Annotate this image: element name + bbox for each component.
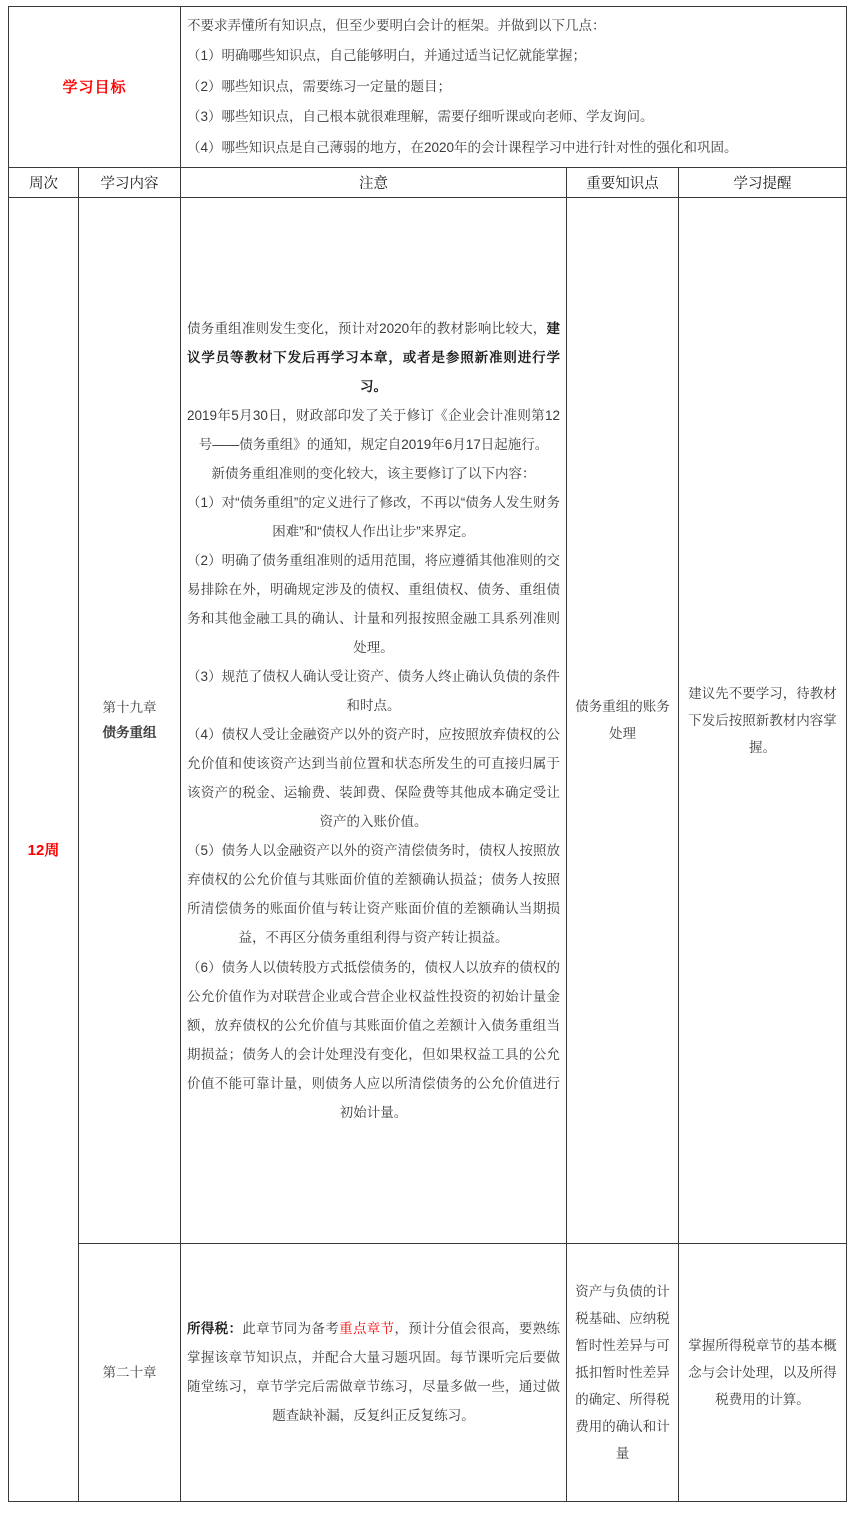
note-text-segment: （3）规范了债权人确认受让资产、债务人终止确认负债的条件和时点。 [187,669,561,714]
note-paragraph [187,546,560,662]
column-header-key-points: 重要知识点 [567,167,679,197]
note-paragraphs [187,1314,560,1430]
note-paragraph [187,401,560,459]
note-text-segment: 此章节同为备考 [242,1321,340,1337]
column-header-reminder: 学习提醒 [679,167,847,197]
chapter-number: 第二十章 [102,1364,157,1380]
note-text-segment: 重点章节 [339,1321,395,1337]
study-goal-label-cell [9,7,181,168]
note-paragraphs [187,314,560,1126]
note-paragraph [187,1314,560,1430]
note-paragraph [187,488,560,546]
study-goal-line: （3）哪些知识点，自己根本就很难理解，需要仔细听课或向老师、学友询问。 [187,109,654,125]
chapter-cell [79,197,181,1243]
note-text-segment: 建议学员等教材下发后再学习本章，或者是参照新准则进行学习。 [187,321,561,395]
key-points-cell: 资产与负债的计税基础、应纳税暂时性差异与可抵扣暂时性差异的确定、所得税费用的确认和计量 [567,1243,679,1501]
table-header-row [9,167,847,197]
chapter-title: 债务重组 [102,725,157,741]
note-text-segment: 债务重组准则发生变化，预计对2020年的教材影响比较大， [187,321,547,337]
table-row [9,197,847,1243]
note-text-segment: （2）明确了债务重组准则的适用范围，将应遵循其他准则的交易排除在外，明确规定涉及的债权、重组债权、债务、重组债务和其他金融工具的确认、计量和列报按照金融工具系列准则处理。 [187,553,561,656]
note-paragraph [187,953,560,1127]
note-paragraph [187,314,560,401]
note-paragraph [187,662,560,720]
study-goal-line: （1）明确哪些知识点，自己能够明白，并通过适当记忆就能掌握； [187,48,587,64]
study-goal-label: 学习目标 [62,79,127,97]
study-goal-line: （2）哪些知识点，需要练习一定量的题目； [187,78,452,94]
note-paragraph [187,836,560,952]
note-text-segment: 2019年5月30日，财政部印发了关于修订《企业会计准则第12号——债务重组》的通知，规定自2019年6月17日起施行。 [187,408,561,453]
study-goal-body [181,7,847,168]
reminder-cell: 掌握所得税章节的基本概念与会计处理，以及所得税费用的计算。 [679,1243,847,1501]
table-row [9,1243,847,1501]
note-text-segment: （4）债权人受让金融资产以外的资产时，应按照放弃债权的公允价值和使该资产达到当前位置和状态所发生的可直接归属于该资产的税金、运输费、装卸费、保险费等其他成本确定受让资产的入账价值。 [187,727,561,830]
note-text-segment: ，预计分值会很高，要熟练掌握该章节知识点，并配合大量习题巩固。每节课听完后要做随堂练习，章节学完后需做章节练习，尽量多做一些，通过做题查缺补漏，反复纠正反复练习。 [187,1321,561,1424]
week-label: 12周 [27,841,60,859]
note-text-segment: （6）债务人以债转股方式抵偿债务的，债权人以放弃的债权的公允价值作为对联营企业或合营企业权益性投资的初始计量金额，放弃债权的公允价值与其账面价值之差额计入债务重组当期损益；债务人的会计处理没有变化，但如果权益工具的公允价值不能可靠计量，则债务人应以所清偿债务的公允价值进行初始计量。 [187,959,561,1120]
note-paragraph [187,720,560,836]
note-text-segment: 新债务重组准则的变化较大，该主要修订了以下内容： [211,466,536,482]
reminder-cell: 建议先不要学习，待教材下发后按照新教材内容掌握。 [679,197,847,1243]
note-cell [181,197,567,1243]
column-header-week: 周次 [9,167,79,197]
study-goal-row [9,7,847,168]
column-header-note: 注意 [181,167,567,197]
note-text-segment: 所得税： [187,1321,243,1337]
key-points-cell: 债务重组的账务处理 [567,197,679,1243]
note-cell [181,1243,567,1501]
study-goal-line: 不要求弄懂所有知识点，但至少要明白会计的框架。并做到以下几点： [187,18,606,33]
week-cell [9,197,79,1501]
column-header-content: 学习内容 [79,167,181,197]
note-text-segment: （1）对“债务重组”的定义进行了修改，不再以“债务人发生财务困难”和“债权人作出让步”来界定。 [187,495,561,540]
study-plan-table [8,6,847,1502]
note-paragraph [187,459,560,488]
study-goal-line: （4）哪些知识点是自己薄弱的地方，在2020年的会计课程学习中进行针对性的强化和巩固。 [187,139,738,155]
chapter-cell [79,1243,181,1501]
note-text-segment: （5）债务人以金融资产以外的资产清偿债务时，债权人按照放弃债权的公允价值与其账面价值的差额确认损益；债务人按照所清偿债务的账面价值与转让资产账面价值的差额确认当期损益，不再区分债务重组利得与资产转让损益。 [187,843,561,946]
chapter-number: 第十九章 [102,699,157,715]
